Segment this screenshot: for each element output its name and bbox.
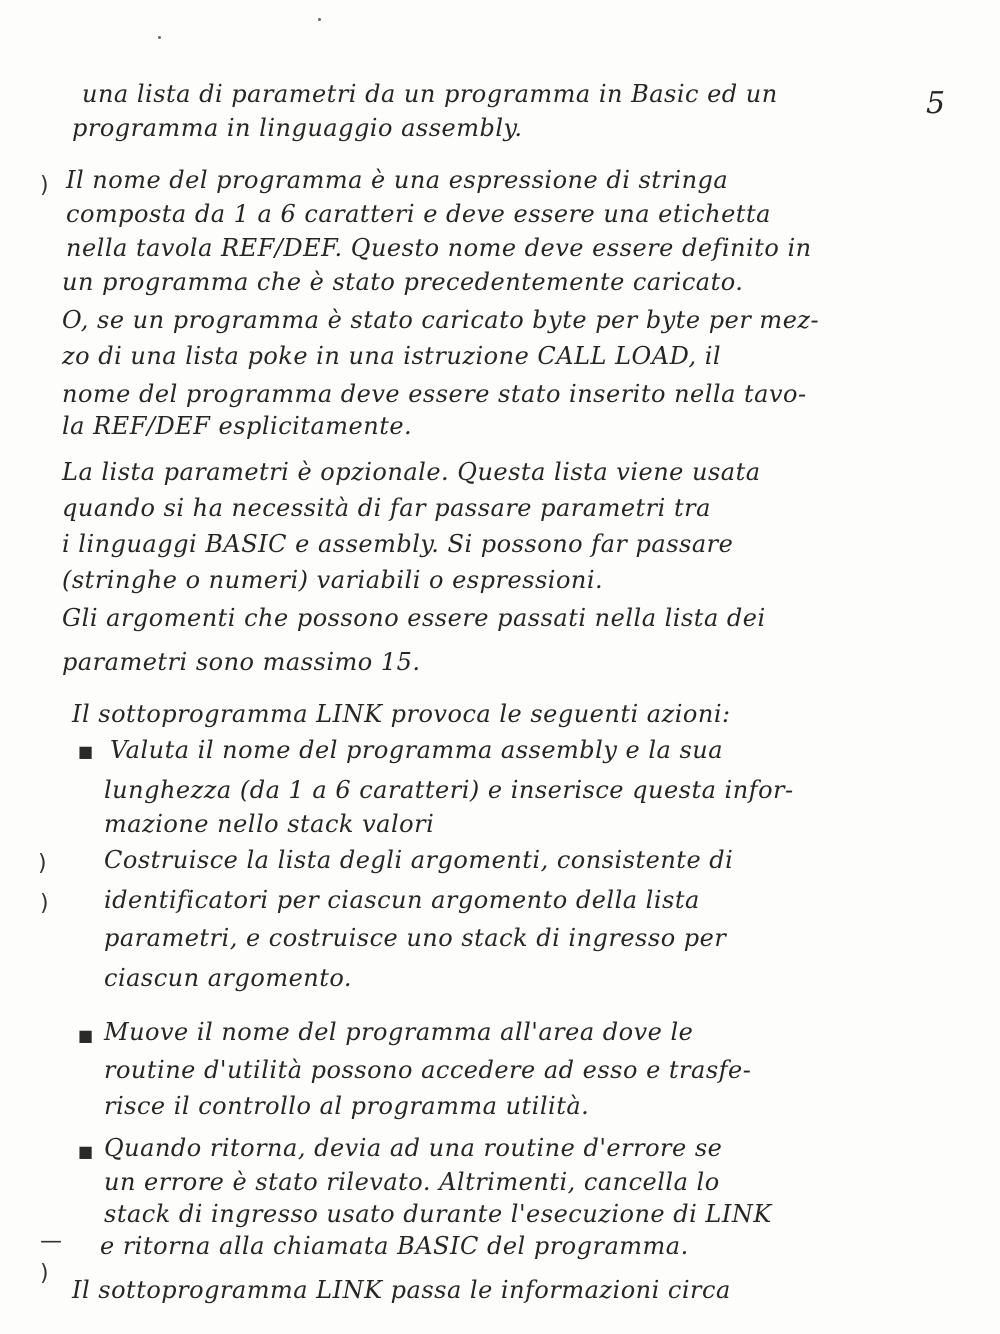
text-line: Il nome del programma è una espressione di stringa — [66, 166, 729, 194]
text-line: stack di ingresso usato durante l'esecuzione di LINK — [104, 1200, 772, 1228]
text-line: Il sottoprogramma LINK passa le informazioni circa — [72, 1276, 731, 1304]
text-line: mazione nello stack valori — [104, 810, 435, 838]
text-line: una lista di parametri da un programma in Basic ed un — [82, 80, 778, 108]
margin-mark: ) — [38, 851, 47, 876]
text-line: lunghezza (da 1 a 6 caratteri) e inserisce questa infor- — [104, 776, 794, 804]
text-line: Il sottoprogramma LINK provoca le seguenti azioni: — [72, 700, 731, 728]
margin-mark: ) — [40, 1261, 49, 1286]
text-line: zo di una lista poke in una istruzione CALL LOAD, il — [62, 342, 722, 370]
text-line: O, se un programma è stato caricato byte per byte per mez- — [62, 306, 820, 334]
bullet-icon: ■ — [78, 742, 94, 761]
margin-mark: — — [40, 1229, 62, 1254]
text-line: risce il controllo al programma utilità. — [104, 1092, 590, 1120]
text-line: routine d'utilità possono accedere ad esso e trasfe- — [104, 1056, 752, 1084]
text-line: Costruisce la lista degli argomenti, consistente di — [104, 846, 734, 874]
text-line: e ritorna alla chiamata BASIC del programma. — [100, 1232, 689, 1260]
text-line: un errore è stato rilevato. Altrimenti, cancella lo — [104, 1168, 720, 1196]
text-line: un programma che è stato precedentemente caricato. — [62, 268, 744, 296]
text-line: quando si ha necessità di far passare parametri tra — [62, 494, 711, 522]
text-line: ciascun argomento. — [104, 964, 353, 992]
text-line: Valuta il nome del programma assembly e la sua — [110, 736, 724, 764]
page-number: 5 — [926, 86, 946, 121]
text-line: La lista parametri è opzionale. Questa lista viene usata — [62, 458, 761, 486]
text-line: i linguaggi BASIC e assembly. Si possono far passare — [62, 530, 734, 558]
text-line: (stringhe o numeri) variabili o espressioni. — [62, 566, 604, 594]
text-line: la REF/DEF esplicitamente. — [62, 412, 413, 440]
text-line: programma in linguaggio assembly. — [72, 114, 523, 142]
margin-mark: ) — [40, 891, 49, 916]
text-line: parametri, e costruisce uno stack di ingresso per — [104, 924, 727, 952]
margin-mark: ) — [40, 173, 49, 198]
text-line: Quando ritorna, devia ad una routine d'errore se — [104, 1134, 723, 1162]
text-line: Muove il nome del programma all'area dove le — [104, 1018, 694, 1046]
text-line: composta da 1 a 6 caratteri e deve essere una etichetta — [66, 200, 771, 228]
text-line: nella tavola REF/DEF. Questo nome deve essere definito in — [66, 234, 812, 262]
bullet-icon: ■ — [78, 1026, 94, 1045]
text-line: identificatori per ciascun argomento della lista — [104, 886, 700, 914]
text-line: parametri sono massimo 15. — [62, 648, 421, 676]
text-line: Gli argomenti che possono essere passati nella lista dei — [62, 604, 766, 632]
scan-speck — [318, 18, 321, 21]
text-line: nome del programma deve essere stato inserito nella tavo- — [62, 380, 807, 408]
scan-speck — [158, 36, 161, 39]
bullet-icon: ■ — [78, 1142, 94, 1161]
